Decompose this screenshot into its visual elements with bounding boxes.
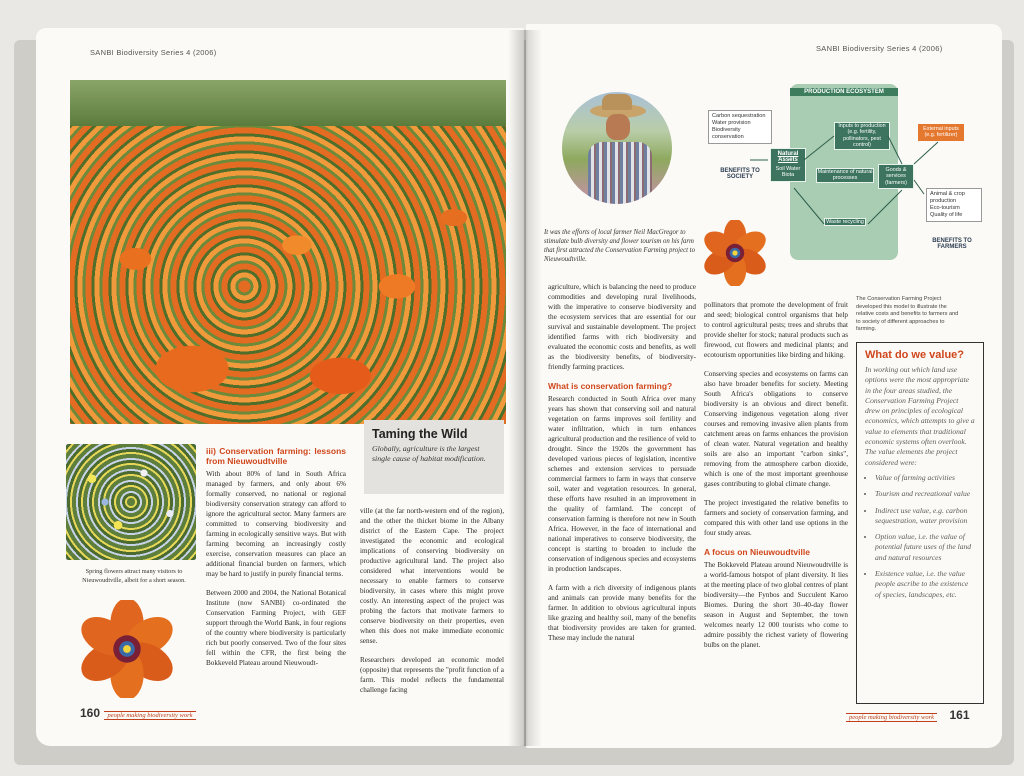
right-footer xyxy=(846,706,970,724)
left-footer xyxy=(80,704,196,722)
society-benefits-list: Carbon sequestration Water provision Biodiversity conservation xyxy=(708,110,772,144)
book-gutter xyxy=(508,30,542,746)
right-page xyxy=(526,24,1002,748)
paragraph: Researchers developed an economic model (opposite) that represents the "profit function of a farm. This model reflects the fundamental challenge facing xyxy=(360,656,504,694)
value-list xyxy=(865,473,975,600)
left-column-2 xyxy=(360,506,504,704)
benefits-to-farmers-label: BENEFITS TO FARMERS xyxy=(932,238,972,250)
right-column-2 xyxy=(704,300,848,659)
maintenance-box: Maintenance of natural processes xyxy=(817,169,873,182)
paragraph: The Bokkeveld Plateau around Nieuwoudtville is a world-famous hotspot of plant diversity. It lies at the meeting place of two global centres of plant biodiversity—the Fynbos and Succulent Karoo Biomes. During the short 30–40-day flower season in August and September, the town welcomes nearly 12 000 tourists who come to admire possibly the richest variety of flowering bulbs on the planet. xyxy=(704,561,848,649)
page-number: 161 xyxy=(949,708,970,722)
list-item: • Option value, i.e. the value of potential future uses of the land and natural resources xyxy=(875,532,975,563)
page-number: 160 xyxy=(80,706,101,720)
orange-flower-illustration xyxy=(702,220,768,286)
orange-flower-illustration xyxy=(78,600,176,698)
paragraph: Research conducted in South Africa over many years has shown that conserving soil and natural vegetation on farms improves soil fertility and water infiltration, which in turn enhances agricultural production and the resilience of veld to drought. Since the 1920s the government has developed various pieces of legislation, incentive schemes and extension services to persuade commercial farmers to farm in ways that conserve soil, water and vegetation resources. In general, these efforts have resulted in an improvement in the quality of farmland. The concept of conservation farming is therefore not new in South Africa. However, in the face of international and national imperatives to conserve biodiversity, the concept is starting to broaden to include the conservation of indigenous species and ecosystems in production landscapes. xyxy=(548,395,696,573)
goods-services-box: Goods & services (farmers) xyxy=(878,164,914,189)
photo-caption: Spring flowers attract many visitors to Nieuwoudtville, albeit for a short season. xyxy=(82,568,186,584)
external-inputs-box: External inputs (e.g. fertilizer) xyxy=(918,124,964,141)
what-do-we-value-box xyxy=(856,342,984,704)
flower-field-photo xyxy=(70,80,506,424)
list-item: • Value of farming activities xyxy=(875,473,975,483)
running-head: SANBI Biodiversity Series 4 (2006) xyxy=(90,48,217,57)
value-box-intro: In working out which land use options were the most appropriate in the four areas studied, the Conservation Farming Project drew on principles of ecological economics, which attempts to give a value to elements that traditional economic systems often overlook. The value elements the project considered were: xyxy=(865,365,975,467)
footer-tag: people making biodiversity work xyxy=(846,713,937,722)
paragraph: With about 80% of land in South Africa managed by farmers, and only about 6% formally conserved, no national or regional biodiversity conservation strategy can afford to ignore the agricultural sector. Many farmers are committed to conserving biodiversity and farming in ecologically sensitive ways. But with farming becoming an increasingly costly exercise, conservation measures can place an additional financial burden on farmers, which may be hard to justify in purely financial terms. xyxy=(206,470,346,578)
pull-quote-text: Globally, agriculture is the largest single cause of habitat modification. xyxy=(372,444,486,463)
section-heading: iii) Conservation farming: lessons from Nieuwoudtville xyxy=(206,446,346,466)
list-item: • Indirect use value, e.g. carbon sequestration, water provision xyxy=(875,506,975,527)
waste-recycling-box: Waste recycling xyxy=(824,218,866,226)
running-head: SANBI Biodiversity Series 4 (2006) xyxy=(816,44,943,53)
paragraph: A farm with a rich diversity of indigenous plants and animals can provide many benefits for the farmer. In addition to obvious agricultural inputs like grazing and healthy soil, many of the benefits that biodiversity provides are taken for granted. These may include the natural xyxy=(548,584,696,642)
pull-quote-title: Taming the Wild xyxy=(372,427,468,441)
inputs-box: Inputs to production (e.g. fertility, pollinators, pest control) xyxy=(834,122,890,150)
section-heading: A focus on Nieuwoudtville xyxy=(704,547,810,557)
footer-tag: people making biodiversity work xyxy=(104,711,195,720)
left-column-1 xyxy=(206,446,346,677)
section-heading: What is conservation farming? xyxy=(548,381,673,391)
natural-assets-box: Natural Assets Soil Water Biota xyxy=(770,148,806,182)
production-ecosystem-title: PRODUCTION ECOSYSTEM xyxy=(790,88,898,96)
paragraph: The project investigated the relative benefits to farmers and society of conservation farming, and compared this with other land use options in the four study areas. xyxy=(704,499,848,537)
spring-flowers-photo xyxy=(66,444,196,560)
paragraph: pollinators that promote the development of fruit and seed; biological control organisms that help to control agricultural pests; trees and shrubs that provide shelter for stock; natural products such as firewood, cut flowers and medicinal plants; and ecotourism opportunities like birding and hiking. xyxy=(704,301,848,359)
value-box-title: What do we value? xyxy=(865,349,965,361)
paragraph: ville (at the far north-western end of the region), and the other the thicket biome in the Albany district of the Eastern Cape. The project investigated the economic and ecological implications of conserving biodiversity on productive agricultural land. The project also considered what interventions would be necessary to enable farmers to conserve biodiversity, in cases where this might prove costly. An interesting aspect of the project was probing the factors that motivate farmers to conserve biodiversity on their properties, even when this does not make immediate economic sense. xyxy=(360,507,504,645)
benefits-to-society-label: BENEFITS TO SOCIETY xyxy=(720,168,760,180)
paragraph: Conserving species and ecosystems on farms can also have broader benefits for society. Meeting South Africa's obligations to conserve biodiversity is an obvious and direct benefit. Conserving indigenous vegetation along river courses and removing invasive alien plants from catchment areas on farms enhances the provision of clean water. Natural vegetation and healthy soils are also an important "carbon sinks", removing from the atmosphere carbon dioxide, which is one of the most important greenhouse gases contributing to global climate change. xyxy=(704,370,848,488)
diagram-caption: The Conservation Farming Project developed this model to illustrate the relative costs and benefits to farmers and to society of different approaches to farming. xyxy=(856,296,959,332)
portrait-caption: It was the efforts of local farmer Neil MacGregor to stimulate bulb diversity and flower tourism on his farm that first attracted the Conservation Farming project to Nieuwoudtville. xyxy=(544,229,695,263)
pull-quote-box xyxy=(364,420,504,494)
paragraph: agriculture, which is balancing the need to produce commodities and developing rural livelihoods, with the imperative to conserve biodiversity and the ecosystem services that are essential for our survival and sustainable development. The project identified farms with rich biodiversity and evaluated the economic costs and benefits, as well as the biodiversity benefits, of biodiversity-friendly farming practices. xyxy=(548,283,696,371)
farmer-portrait xyxy=(562,92,672,204)
paragraph: Between 2000 and 2004, the National Botanical Institute (now SANBI) co-ordinated the Conservation Farming Project, with GEF support through the World Bank, in four regions of the country where biodiversity is particularly rich but poorly conserved. Two of the four sites fell within the CFR, the first being the Bokkeveld Plateau around Nieuwoudt- xyxy=(206,589,346,667)
left-page xyxy=(36,28,524,746)
list-item: • Existence value, i.e. the value people ascribe to the existence of species, landscapes, etc. xyxy=(875,569,975,600)
right-column-1 xyxy=(548,282,696,652)
farmer-benefits-list: Animal & crop production Eco-tourism Quality of life xyxy=(926,188,982,222)
list-item: • Tourism and recreational value xyxy=(875,489,975,499)
